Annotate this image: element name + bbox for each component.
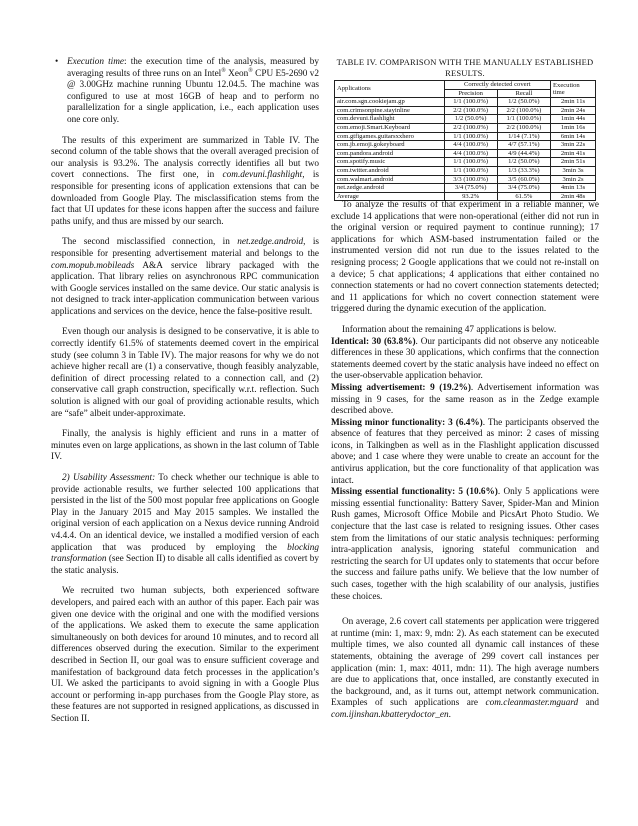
table-cell: 2min 51s [551,158,596,167]
paragraph-human-subjects: We recruited two human subjects, both experienced software developers, and paired each with an author of this paper. Each pair was given one device with the original and one with the modified versions of the applications. We asked them to execute the same application simultaneously on both devices for around 10 minutes, and to record all differences observed during the execution. Similar to the experiment described in Section II, our goal was to ensure sufficient coverage and manifestation of background data fetch processes in the application’s UI. We asked the participants to avoid signing in with a Google Plus account or performing in-app purchases from the Google Play store, as these features are not supported in resigned applications, as discussed in Section II. [51,586,319,724]
table-cell: 1/1 (100.0%) [444,166,497,175]
table-cell: 3/3 (100.0%) [444,175,497,184]
table-cell: 1/1 (100.0%) [444,98,497,107]
header-applications: Applications [335,81,445,98]
table-caption: TABLE IV. COMPARISON WITH THE MANUALLY ESTABLISHED RESULTS. [336,57,594,78]
table-cell: 1/2 (50.0%) [497,98,550,107]
table-row [335,184,596,193]
table-row [335,149,596,158]
app-name: com.ijinshan.kbatterydoctor_en [331,709,449,720]
table-cell: 4/7 (57.1%) [497,141,550,150]
table-row [335,106,596,115]
table-cell-app: com.spotify.music [335,158,445,167]
table-row [335,132,596,141]
table-cell: 61.5% [497,192,550,201]
table-cell: 4min 13s [551,184,596,193]
paragraph-usability: 2) Usability Assessment: To check whether our technique is able to provide actionable results, we further selected 100 applications that persisted in the list of the 500 most popular free applications on Google Play in the January 2015 and May 2015 samples. We installed the original version of each application on a Nexus device running Android v4.4.4. On an identical device, we installed a modified version of each application that was produced by employing the blocking transformation (see Section II) to disable all calls identified as covert by the static analysis. [51,473,320,576]
table-row [335,141,596,150]
table-cell: 2min 11s [551,98,596,107]
header-precision: Precision [444,89,497,98]
table-cell: 2/2 (100.0%) [444,106,497,115]
left-column [51,57,319,725]
right-column [331,200,599,722]
result-identical: Identical: 30 (63.8%). Our participants did not observe any noticeable differences in these 30 applications, which confirms that the connection statements deemed covert by the static analysis have indeed no effect on the user-observable application behavior. [331,336,599,382]
app-name: com.mopub.mobileads [51,260,135,271]
table-cell: 2/2 (100.0%) [497,123,550,132]
table-row [335,175,596,184]
table-cell: 1/2 (50.0%) [497,158,550,167]
table-cell: 1/1 (100.0%) [444,132,497,141]
table-cell: 1/3 (33.3%) [497,166,550,175]
paragraph-misclassified: The second misclassified connection, in net.zedge.android, is responsible for presenting advertisement material and belongs to the com.mopub.mobileads A&A service library packaged with the application. That library relies on asynchronous RPC communication with Google services installed on the same device. Our static analysis is not designed to track inter-application communication between various applications and services on the device, hence the false-positive result. [51,237,320,317]
paragraph-efficiency: Finally, the analysis is highly efficient and runs in a matter of minutes even on large applications, as shown in the last column of Table IV. [51,429,319,463]
table-cell-app: Average [335,192,445,201]
result-missing-essential: Missing essential functionality: 5 (10.6%). Only 5 applications were missing essential functionality: Battery Saver, Spider-Man and Minion Rush games, Microsoft Office Mobile and PicsArt Photo Studio. We conjecture that the last case is related to resigning issues. Other cases stem from the limitations of our static analysis techniques: performing intra-application analysis, ignoring stateful communication and restricting the search for UI updates only to statements that occur before the success and failure paths unify. We believe that the low number of such cases, together with the high scalability of our analysis, justifies these choices. [331,487,599,602]
table-cell: 93.2% [444,192,497,201]
app-name: com.cleanmaster.mguard [485,698,579,709]
table-cell: 2/2 (100.0%) [497,106,550,115]
table-cell-app: com.gtfigames.guitarsxxhero [335,132,445,141]
table-cell-app: com.pandora.android [335,149,445,158]
paragraph-runtime-statements: On average, 2.6 covert call statements per application were triggered at runtime (min: 1, max: 9, mdn: 2). As each statement can be executed multiple times, we also counted all dynamic call instances of these statements, obtaining the average of 299 covert call instances per application (min: 1, max: 4011, mdn: 11). The high average numbers are due to applications that, once installed, are constantly executed in the background, and, as it turns out, attempt network communication. Examples of such applications are com.cleanmaster.mguard and com.ijinshan.kbatterydoctor_en. [331,617,600,720]
execution-time-bullet: • Execution time: the execution time of the analysis, measured by averaging results of three runs on an Intel® Xeon® CPU E5-2690 v2 @ 3.00GHz machine running Ubuntu 12.04.5. The machine was configured to use at most 16GB of heap and to perform no parallelization for a single application, i.e., each application uses one core only. [55,57,319,125]
table-cell-app: com.emoji.Smart.Keyboard [335,123,445,132]
table-cell: 3/4 (75.0%) [497,184,550,193]
table-cell: 3min 2s [551,175,596,184]
table-cell: 2min 48s [551,192,596,201]
table-cell-app: com.twitter.android [335,166,445,175]
table-row [335,115,596,124]
results-table [334,80,596,201]
table-cell: 3min 3s [551,166,596,175]
paragraph-exclusions: To analyze the results of that experiment in a reliable manner, we exclude 14 applications that were non-operational (either did not run in the original version or required payment to continue running); 17 applications for which ASM-based instrumentation failed or the instrumented version did not run due to the issues related to the resigning process; 2 Google applications that we could not re-install on a device; 5 chat applications; 4 applications that either contained no connection statements or had no covert connection statements detected; and 11 applications for which no covert connection statement were triggered during the dynamic execution of the application. [331,200,599,315]
paragraph-results-summary: The results of this experiment are summarized in Table IV. The second column of the table shows that the overall averaged precision of our analysis is 93.2%. The analysis correctly identifies all but two covert connections. The first one, in com.devuni.flashlight, is responsible for presenting icons of application extensions that can be downloaded from Google Play. The misclassification stems from the fact that UI updates for these icons happen after the success and failure paths unify, and thus are missed by our search. [51,135,319,227]
table-cell: 1/14 (7.1%) [497,132,550,141]
header-recall: Recall [497,89,550,98]
bullet-label: Execution time [67,57,125,67]
table-cell: 2min 24s [551,106,596,115]
header-execution-time: Execution time [551,81,596,98]
table-row [335,158,596,167]
paragraph-recall: Even though our analysis is designed to be conservative, it is able to correctly identify 61.5% of statements deemed covert in the empirical study (see column 3 in Table IV). The major reasons for why we do not achieve higher recall are (1) a conservative, though feasibly analyzable, definition of direct processing related to a connection call, and (2) conservative call graph construction, specifically w.r.t. reflection. Such solution is aligned with our goal of providing actionable results, which are “safe” albeit under-approximate. [51,327,319,419]
table-row [335,166,596,175]
table-cell: 3/5 (60.0%) [497,175,550,184]
table-cell: 4/4 (100.0%) [444,141,497,150]
header-correctly-detected: Correctly detected covert [444,81,550,90]
table-row [335,123,596,132]
result-missing-advertisement: Missing advertisement: 9 (19.2%). Advertisement information was missing in 9 cases, for the same reason as in the Zedge example described above. [331,382,599,417]
paragraph-remaining: Information about the remaining 47 applications is below. [342,324,557,335]
table-cell-app: com.walmart.android [335,175,445,184]
bullet-dot-icon: • [55,57,59,67]
table-cell-app: air.com.sgn.cookiejam.gp [335,98,445,107]
table-cell: 4/4 (100.0%) [444,149,497,158]
table-cell: 3min 22s [551,141,596,150]
app-name: com.devuni.flashlight [222,170,303,181]
table-cell: 3/4 (75.0%) [444,184,497,193]
table-body [335,98,596,201]
table-cell-app: com.crimsonpine.stayinline [335,106,445,115]
table-cell: 2min 41s [551,149,596,158]
table-cell: 1min 16s [551,123,596,132]
table-cell: 1/1 (100.0%) [444,158,497,167]
table-cell: 1min 44s [551,115,596,124]
table-cell: 1/1 (100.0%) [497,115,550,124]
table-cell: 4/9 (44.4%) [497,149,550,158]
table-cell: 2/2 (100.0%) [444,123,497,132]
table-cell: 1/2 (50.0%) [444,115,497,124]
table-cell: 6min 14s [551,132,596,141]
table-cell-app: com.jb.emoji.gokeyboard [335,141,445,150]
result-missing-minor: Missing minor functionality: 3 (6.4%). The participants observed the absence of features that they perceived as minor: 2 cases of missing icons, in Talkingben as well as in the Flashlight application discussed above; and 1 case where they were unable to create an account for the antivirus application, but the core functionality of that application was intact. [331,417,599,486]
app-name: net.zedge.android [237,237,304,248]
table-cell-app: com.devuni.flashlight [335,115,445,124]
table-row [335,98,596,107]
table-cell-app: net.zedge.android [335,184,445,193]
subsection-heading: 2) Usability Assessment: [62,473,156,483]
